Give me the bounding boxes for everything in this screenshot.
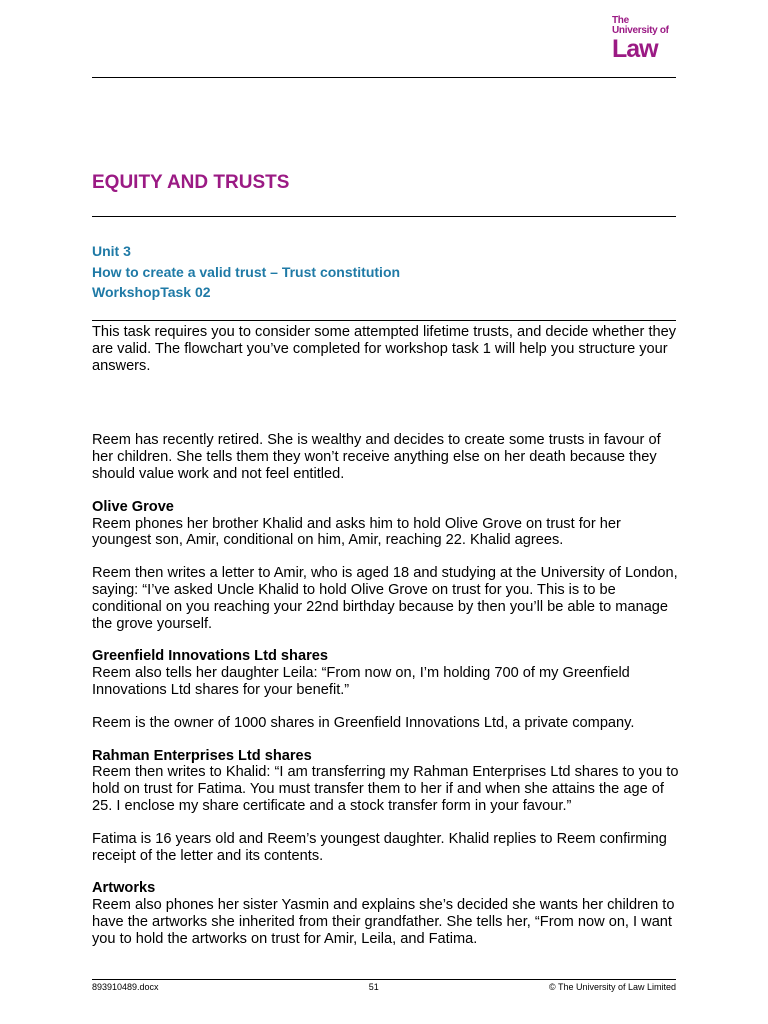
artworks-paragraph-1: Reem also phones her sister Yasmin and explains she’s decided she wants her children to have the artworks she inherited from their grandfather. She tells her, “From now on, I want you to hold the artworks on trust for Amir, Leila, and Fatima. — [92, 897, 675, 947]
header-divider — [92, 77, 676, 78]
unit-number: Unit 3 — [92, 243, 131, 259]
unit-topic: How to create a valid trust – Trust constitution — [92, 263, 401, 280]
title-divider — [92, 216, 676, 217]
rahman-heading: Rahman Enterprises Ltd shares — [92, 747, 312, 764]
greenfield-paragraph-2: Reem is the owner of 1000 shares in Greenfield Innovations Ltd, a private company. — [92, 714, 635, 731]
page-footer — [92, 982, 676, 992]
intro-paragraph: This task requires you to consider some attempted lifetime trusts, and decide whether they are valid. The flowchart you’ve completed for workshop task 1 will help you structure your answers. — [92, 324, 677, 374]
greenfield-paragraph-1: Reem also tells her daughter Leila: “From now on, I’m holding 700 of my Greenfield Innovations Ltd shares for your benefit.” — [92, 665, 630, 698]
logo-line-1: The — [612, 15, 629, 26]
rahman-paragraph-2: Fatima is 16 years old and Reem’s youngest daughter. Khalid replies to Reem confirming receipt of the letter and its contents. — [92, 830, 667, 864]
footer-filename: 893910489.docx — [92, 982, 159, 992]
rahman-paragraph-1: Reem then writes to Khalid: “I am transferring my Rahman Enterprises Ltd shares to you to hold on trust for Fatima. You must transfer them to her if and when she attains the age of 25. I enclose my share certificate and a stock transfer form in your favour.” — [92, 764, 679, 814]
logo-line-2: University of — [612, 25, 669, 36]
footer-copyright: © The University of Law Limited — [548, 982, 676, 992]
artworks-heading: Artworks — [92, 880, 156, 897]
workshop-task: WorkshopTask 02 — [92, 284, 211, 300]
footer-divider — [92, 979, 676, 980]
olive-grove-heading: Olive Grove — [92, 498, 174, 515]
document-title: EQUITY AND TRUSTS — [92, 172, 290, 193]
unit-divider — [92, 320, 676, 321]
logo-line-3: Law — [612, 35, 658, 63]
document-body — [92, 324, 682, 948]
footer-page-number: 51 — [368, 982, 379, 992]
university-logo — [612, 16, 672, 62]
greenfield-heading: Greenfield Innovations Ltd shares — [92, 648, 328, 665]
olive-grove-paragraph-2: Reem then writes a letter to Amir, who is aged 18 and studying at the University of London, saying: “I’ve asked Uncle Khalid to hold Olive Grove on trust for you. This is to be conditional on you reaching your 22nd birthday because by then you’ll be able to manage the grove yourself. — [92, 565, 678, 632]
unit-info — [92, 241, 400, 303]
olive-grove-paragraph-1: Reem phones her brother Khalid and asks him to hold Olive Grove on trust for her youngest son, Amir, conditional on him, Amir, reaching 22. Khalid agrees. — [92, 515, 621, 549]
scenario-paragraph: Reem has recently retired. She is wealthy and decides to create some trusts in favour of her children. She tells them they won’t receive anything else on her death because they should value work and not feel entitled. — [92, 432, 661, 482]
